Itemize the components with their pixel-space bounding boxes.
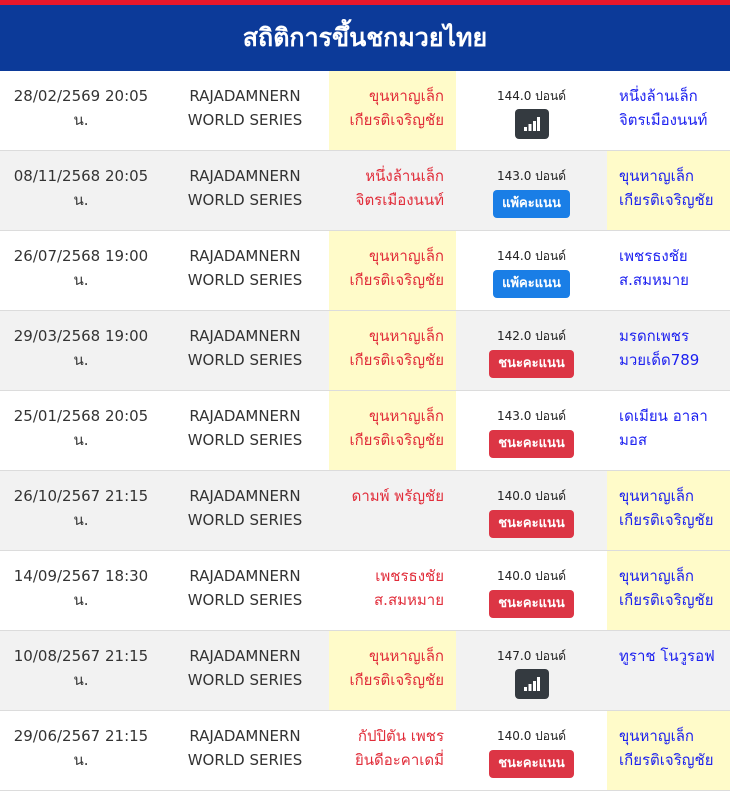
fight-date: 10/08/2567 21:15 น. [13, 647, 149, 689]
bar-chart-icon [524, 117, 540, 131]
result-badge[interactable]: ชนะคะแนน [489, 750, 574, 778]
table-row [0, 231, 730, 311]
fight-date: 29/03/2568 19:00 น. [13, 327, 149, 369]
weight-label: 147.0 ปอนด์ [497, 649, 566, 663]
result-badge[interactable]: แพ้คะแนน [493, 190, 570, 218]
red-corner-fighter[interactable]: เพชรธงชัย ส.สมหมาย [374, 567, 444, 609]
fight-date: 29/06/2567 21:15 น. [13, 727, 149, 769]
weight-label: 143.0 ปอนด์ [497, 409, 566, 423]
fight-record-table [0, 71, 730, 791]
table-row [0, 471, 730, 551]
fight-date: 26/07/2568 19:00 น. [13, 247, 149, 289]
weight-label: 140.0 ปอนด์ [497, 489, 566, 503]
result-badge[interactable]: แพ้คะแนน [493, 270, 570, 298]
blue-corner-fighter[interactable]: ทูราช โนวูรอฟ [619, 647, 715, 665]
event-name: RAJADAMNERN WORLD SERIES [187, 87, 303, 129]
red-corner-fighter[interactable]: ขุนหาญเล็ก เกียรติเจริญชัย [329, 391, 456, 470]
result-badge[interactable]: ชนะคะแนน [489, 430, 574, 458]
event-name: RAJADAMNERN WORLD SERIES [187, 567, 303, 609]
red-corner-fighter[interactable]: กัปปิตัน เพชร ยินดีอะคาเดมี่ [354, 727, 444, 769]
weight-label: 144.0 ปอนด์ [497, 249, 566, 263]
blue-corner-fighter[interactable]: เพชรธงชัย ส.สมหมาย [619, 247, 689, 289]
blue-corner-fighter[interactable]: ขุนหาญเล็ก เกียรติเจริญชัย [607, 551, 730, 630]
stats-button[interactable] [515, 669, 549, 699]
blue-corner-fighter[interactable]: ขุนหาญเล็ก เกียรติเจริญชัย [607, 711, 730, 790]
table-row [0, 711, 730, 791]
fight-date: 14/09/2567 18:30 น. [13, 567, 149, 609]
event-name: RAJADAMNERN WORLD SERIES [187, 727, 303, 769]
fight-result [460, 231, 603, 310]
red-corner-fighter[interactable]: ขุนหาญเล็ก เกียรติเจริญชัย [329, 71, 456, 150]
blue-corner-fighter[interactable]: ขุนหาญเล็ก เกียรติเจริญชัย [607, 151, 730, 230]
fight-result [460, 391, 603, 470]
fight-date: 28/02/2569 20:05 น. [13, 87, 149, 129]
red-corner-fighter[interactable]: ขุนหาญเล็ก เกียรติเจริญชัย [329, 631, 456, 710]
table-row [0, 71, 730, 151]
table-row [0, 311, 730, 391]
event-name: RAJADAMNERN WORLD SERIES [187, 487, 303, 529]
table-row [0, 391, 730, 471]
red-corner-fighter[interactable]: ดามพ์ พรัญชัย [351, 487, 444, 505]
event-name: RAJADAMNERN WORLD SERIES [187, 407, 303, 449]
event-name: RAJADAMNERN WORLD SERIES [187, 327, 303, 369]
bar-chart-icon [524, 677, 540, 691]
fight-result [460, 711, 603, 790]
result-badge[interactable]: ชนะคะแนน [489, 510, 574, 538]
fight-date: 08/11/2568 20:05 น. [13, 167, 149, 209]
blue-corner-fighter[interactable]: เดเมียน อาลา มอส [619, 407, 708, 449]
result-badge[interactable]: ชนะคะแนน [489, 590, 574, 618]
blue-corner-fighter[interactable]: หนึ่งล้านเล็ก จิตรเมืองนนท์ [619, 87, 708, 129]
result-badge[interactable]: ชนะคะแนน [489, 350, 574, 378]
red-corner-fighter[interactable]: หนึ่งล้านเล็ก จิตรเมืองนนท์ [355, 167, 444, 209]
stats-button[interactable] [515, 109, 549, 139]
red-corner-fighter[interactable]: ขุนหาญเล็ก เกียรติเจริญชัย [329, 311, 456, 390]
event-name: RAJADAMNERN WORLD SERIES [187, 647, 303, 689]
fight-date: 26/10/2567 21:15 น. [13, 487, 149, 529]
fight-result [460, 471, 603, 550]
table-row [0, 631, 730, 711]
fight-result [460, 151, 603, 230]
fight-result [460, 311, 603, 390]
weight-label: 140.0 ปอนด์ [497, 729, 566, 743]
event-name: RAJADAMNERN WORLD SERIES [187, 247, 303, 289]
blue-corner-fighter[interactable]: ขุนหาญเล็ก เกียรติเจริญชัย [607, 471, 730, 550]
fight-result [460, 71, 603, 150]
event-name: RAJADAMNERN WORLD SERIES [187, 167, 303, 209]
weight-label: 143.0 ปอนด์ [497, 169, 566, 183]
weight-label: 144.0 ปอนด์ [497, 89, 566, 103]
fight-result [460, 631, 603, 710]
fight-date: 25/01/2568 20:05 น. [13, 407, 149, 449]
blue-corner-fighter[interactable]: มรดกเพชร มวยเด็ด789 [619, 327, 700, 369]
table-row [0, 551, 730, 631]
red-corner-fighter[interactable]: ขุนหาญเล็ก เกียรติเจริญชัย [329, 231, 456, 310]
weight-label: 140.0 ปอนด์ [497, 569, 566, 583]
fight-result [460, 551, 603, 630]
weight-label: 142.0 ปอนด์ [497, 329, 566, 343]
page-title: สถิติการขึ้นชกมวยไทย [0, 5, 730, 71]
table-row [0, 151, 730, 231]
